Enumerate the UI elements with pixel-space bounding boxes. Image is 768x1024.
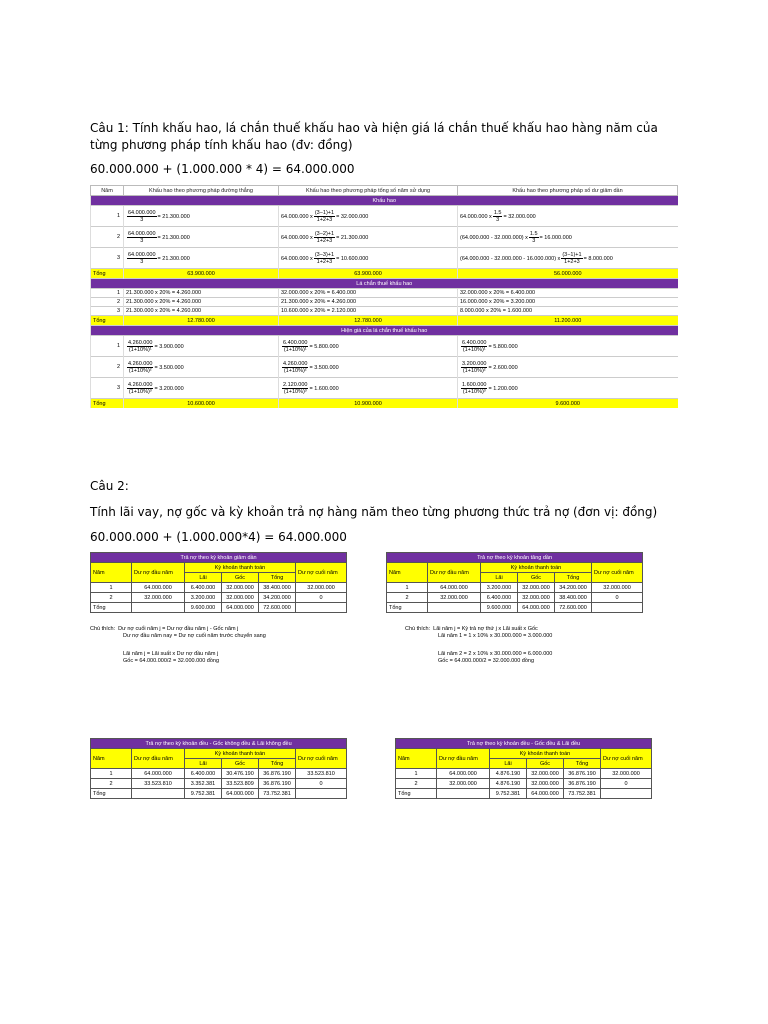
note-right: Chú thích: Lãi năm j = Kỳ trả nợ thứ j x Lãi suất x Gốc Lãi năm 1 = 1 x 10% x 30.000.000 = 3.000.000 Lãi năm 2 = 2 x 10% x 30.000.000 = 6.000.000 Gốc = 64.000.000/2 = 32.000.000 đồng xyxy=(405,626,553,664)
table-row: 1 64.000.000 3.200.000 32.000.000 34.200.000 32.000.000 xyxy=(387,583,643,593)
col-year: Năm xyxy=(91,186,124,196)
col-sum-of-years: Khấu hao theo phương pháp tổng số năm sử dụng xyxy=(279,186,458,196)
fraction: $\frac{4.260.000}{\text{(1+10\%)²}}$ xyxy=(128,360,153,374)
fraction: $\frac{2.120.000}{\text{(1+10\%)³}}$ xyxy=(283,381,308,395)
total-row: Tổng 63.900.000 63.900.000 56.000.000 xyxy=(91,269,678,279)
table-row: 2 33.523.810 3.352.381 33.523.809 36.876.190 0 xyxy=(91,779,347,789)
fraction: $\frac{4.260.000}{\text{(1+10\%)¹}}$ xyxy=(128,339,153,353)
tax-shield-rows xyxy=(91,289,678,316)
table-row: 2 32.000.000 6.400.000 32.000.000 38.400.000 0 xyxy=(387,593,643,603)
question-2-formula: 60.000.000 + (1.000.000*4) = 64.000.000 xyxy=(90,530,347,544)
fraction: $\frac{4.260.000}{\text{(1+10\%)²}}$ xyxy=(283,360,308,374)
question-1-title: Câu 1: Tính khấu hao, lá chắn thuế khấu hao và hiện giá lá chắn thuế khấu hao hàng năm của từng phương pháp tính khấu hao (đv: đồng) xyxy=(90,121,658,152)
loan-table-title: Trả nợ theo kỳ khoản đều - Gốc đều & Lãi đều xyxy=(396,739,652,749)
question-1-formula: 60.000.000 + (1.000.000 * 4) = 64.000.000 xyxy=(90,162,355,176)
fraction: $\frac{1.5}{3}$ xyxy=(529,230,538,244)
question-2-title: Câu 2: xyxy=(90,479,129,493)
loan-table-title: Trả nợ theo kỳ khoản đều - Gốc không đều & Lãi không đều xyxy=(91,739,347,749)
total-row: Tổng 9.600.000 64.000.000 72.600.000 xyxy=(91,603,347,613)
table-row: 1 21.300.000 x 20% = 4.260.000 32.000.000 x 20% = 6.400.000 32.000.000 x 20% = 6.400.000 xyxy=(91,289,678,298)
total-row: Tổng 9.600.000 64.000.000 72.600.000 xyxy=(387,603,643,613)
fraction: $\frac{4.260.000}{\text{(1+10\%)³}}$ xyxy=(128,381,153,395)
loan-table-title: Trả nợ theo kỳ khoản tăng dần xyxy=(387,553,643,563)
fraction: $\frac{3.200.000}{\text{(1+10\%)²}}$ xyxy=(462,360,487,374)
fraction: $\frac{(3-1)+1}{1+2+3}$ xyxy=(314,209,335,223)
table-row: 1 64.000.000 6.400.000 30.476.190 36.876.190 33.523.810 xyxy=(91,769,347,779)
table-row: 1 64.000.000 6.400.000 32.000.000 38.400.000 32.000.000 xyxy=(91,583,347,593)
loan-table-4: Trả nợ theo kỳ khoản đều - Gốc đều & Lãi đều Năm Dư nợ đầu năm Kỳ khoản thanh toán Dư nợ cuối năm Lãi Gốc Tổng 1 64.000.000 4.876.190 32.000.000 36.876.190 32.000.000 2 32.000.000 4.876.190 32.000.000 36.876.190 0 Tổng 9.752.381 64.000.000 73.752.381 xyxy=(395,738,652,799)
table-row: 2 32.000.000 4.876.190 32.000.000 36.876.190 0 xyxy=(396,779,652,789)
fraction: $\frac{64.000.000}{3}$ xyxy=(128,209,156,223)
table-row: 1 $\frac{4.260.000}{\text{(1+10\%)¹}}$ = 3.900.000 $\frac{6.400.000}{\text{(1+10\%)¹}}$ = 5.800.000 $\frac{6.400.000}{\text{(1+10\%)¹}}$ = 5.800.000 xyxy=(91,336,678,357)
table-row: 2 32.000.000 3.200.000 32.000.000 34.200.000 0 xyxy=(91,593,347,603)
section-tax-shield: Lá chắn thuế khấu hao xyxy=(91,279,678,289)
question-2-description: Tính lãi vay, nợ gốc và kỳ khoản trả nợ hàng năm theo từng phương thức trả nợ (đơn vị: đồng) xyxy=(90,505,658,519)
fraction: $\frac{(3-2)+1}{1+2+3}$ xyxy=(314,230,335,244)
total-row: Tổng 10.600.000 10.900.000 9.600.000 xyxy=(91,399,678,409)
table-row: 2 $\frac{64.000.000}{3}$ = 21.300.000 64.000.000 x $\frac{(3-2)+1}{1+2+3}$ = 21.300.000 (64.000.000 - 32.000.000) x $\frac{1.5}{3}$ = 16.000.000 xyxy=(91,227,678,248)
fraction: $\frac{64.000.000}{3}$ xyxy=(128,251,156,265)
total-row: Tổng 12.780.000 12.780.000 11.200.000 xyxy=(91,316,678,326)
table-row: 3 $\frac{64.000.000}{3}$ = 21.300.000 64.000.000 x $\frac{(3-3)+1}{1+2+3}$ = 10.600.000 (64.000.000 - 32.000.000 - 16.000.000) x $\frac{(3-1)+1}{1+2+3}$ = 8.000.000 xyxy=(91,248,678,269)
loan-table-title: Trả nợ theo kỳ khoản giảm dần xyxy=(91,553,347,563)
col-straight-line: Khấu hao theo phương pháp đường thẳng xyxy=(124,186,279,196)
table-row: 3 $\frac{4.260.000}{\text{(1+10\%)³}}$ = 3.200.000 $\frac{2.120.000}{\text{(1+10\%)³}}$ = 1.600.000 $\frac{1.600.000}{\text{(1+10\%)³}}$ = 1.200.000 xyxy=(91,378,678,399)
depreciation-table xyxy=(90,185,678,408)
loan-table-1: Trả nợ theo kỳ khoản giảm dần Năm Dư nợ đầu năm Kỳ khoản thanh toán Dư nợ cuối năm Lãi Gốc Tổng 1 64.000.000 6.400.000 32.000.000 38.400.000 32.000.000 2 32.000.000 3.200.000 32.000.000 34.200.000 0 Tổng 9.600.000 64.000.000 72.600.000 xyxy=(90,552,347,613)
table-row: 3 21.300.000 x 20% = 4.260.000 10.600.000 x 20% = 2.120.000 8.000.000 x 20% = 1.600.000 xyxy=(91,307,678,316)
fraction: $\frac{6.400.000}{\text{(1+10\%)¹}}$ xyxy=(462,339,487,353)
section-present-value: Hiện giá của lá chắn thuế khấu hao xyxy=(91,326,678,336)
fraction: $\frac{64.000.000}{3}$ xyxy=(128,230,156,244)
table-row: 1 $\frac{64.000.000}{3}$ = 21.300.000 64.000.000 x $\frac{(3-1)+1}{1+2+3}$ = 32.000.000 64.000.000 x $\frac{1.5}{3}$ = 32.000.000 xyxy=(91,206,678,227)
table-row: 1 64.000.000 4.876.190 32.000.000 36.876.190 32.000.000 xyxy=(396,769,652,779)
table-header-row xyxy=(91,186,678,196)
fraction: $\frac{(3-3)+1}{1+2+3}$ xyxy=(314,251,335,265)
loan-table-3: Trả nợ theo kỳ khoản đều - Gốc không đều & Lãi không đều Năm Dư nợ đầu năm Kỳ khoản thanh toán Dư nợ cuối năm Lãi Gốc Tổng 1 64.000.000 6.400.000 30.476.190 36.876.190 33.523.810 2 33.523.810 3.352.381 33.523.809 36.876.190 0 Tổng 9.752.381 64.000.000 73.752.381 xyxy=(90,738,347,799)
section-depreciation: Khấu hao xyxy=(91,196,678,206)
note-left: Chú thích: Dư nợ cuối năm j = Dư nợ đầu năm j - Gốc năm j Dư nợ đầu năm nay = Dư nợ cuối năm trước chuyển sang Lãi năm j = Lãi suất x Dư nợ đầu năm j Gốc = 64.000.000/2 = 32.000.000 đồng xyxy=(90,626,266,664)
depreciation-rows xyxy=(91,206,678,269)
total-row: Tổng 9.752.381 64.000.000 73.752.381 xyxy=(396,789,652,799)
loan-table-2: Trả nợ theo kỳ khoản tăng dần Năm Dư nợ đầu năm Kỳ khoản thanh toán Dư nợ cuối năm Lãi Gốc Tổng 1 64.000.000 3.200.000 32.000.000 34.200.000 32.000.000 2 32.000.000 6.400.000 32.000.000 38.400.000 0 Tổng 9.600.000 64.000.000 72.600.000 xyxy=(386,552,643,613)
fraction: $\frac{6.400.000}{\text{(1+10\%)¹}}$ xyxy=(283,339,308,353)
total-row: Tổng 9.752.381 64.000.000 73.752.381 xyxy=(91,789,347,799)
fraction: $\frac{1.5}{3}$ xyxy=(493,209,502,223)
present-value-rows xyxy=(91,336,678,399)
fraction: $\frac{(3-1)+1}{1+2+3}$ xyxy=(562,251,582,265)
fraction: $\frac{1.600.000}{\text{(1+10\%)³}}$ xyxy=(462,381,487,395)
table-row: 2 $\frac{4.260.000}{\text{(1+10\%)²}}$ = 3.500.000 $\frac{4.260.000}{\text{(1+10\%)²}}$ = 3.500.000 $\frac{3.200.000}{\text{(1+10\%)²}}$ = 2.600.000 xyxy=(91,357,678,378)
table-row: 2 21.300.000 x 20% = 4.260.000 21.300.000 x 20% = 4.260.000 16.000.000 x 20% = 3.200.000 xyxy=(91,298,678,307)
col-declining-balance: Khấu hao theo phương pháp số dư giảm dần xyxy=(458,186,678,196)
